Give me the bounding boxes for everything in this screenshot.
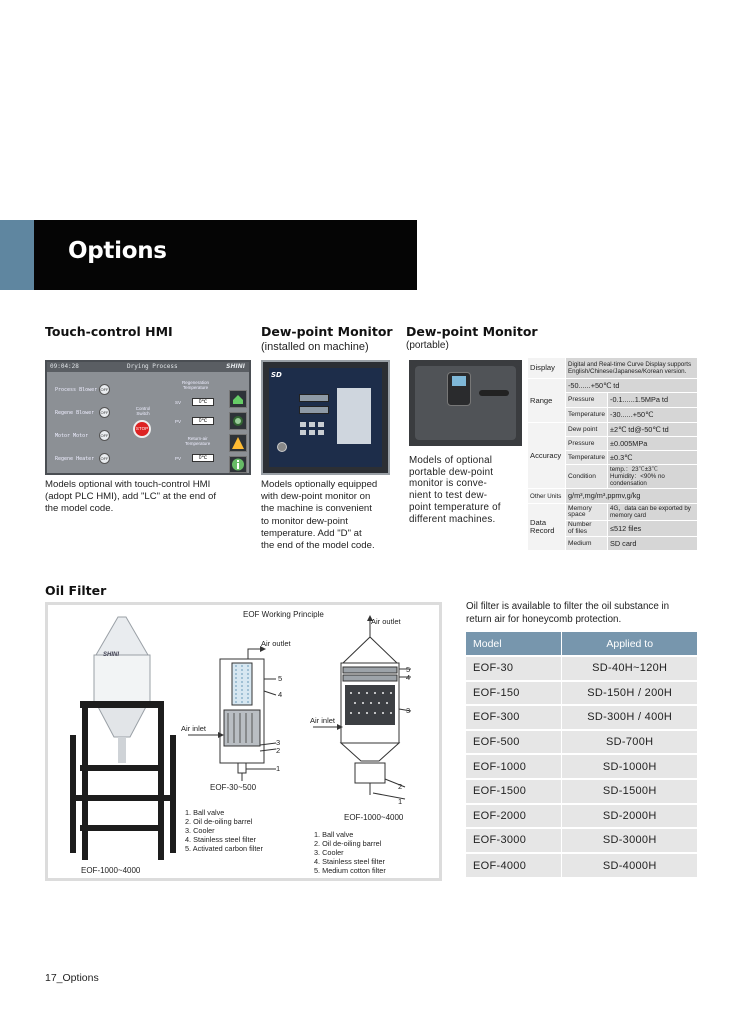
controller-label-sheet bbox=[337, 388, 371, 444]
dew-installed-subtitle: (installed on machine) bbox=[261, 341, 369, 353]
table-header: Applied to bbox=[562, 632, 697, 656]
spec-value: SD card bbox=[608, 537, 698, 551]
gear-icon bbox=[229, 412, 247, 430]
spec-value: ±2℃ td@-50℃ td bbox=[608, 423, 698, 437]
spec-value: temp.：23℃±3℃ Humidity：<90% no condensation bbox=[608, 465, 698, 489]
table-row bbox=[466, 681, 697, 706]
controller-display bbox=[299, 394, 329, 402]
unit-logo: SHINI bbox=[103, 652, 120, 658]
portable-monitor-image bbox=[409, 360, 522, 446]
model-cell: EOF-3000 bbox=[466, 828, 562, 853]
model-cell: EOF-30 bbox=[466, 656, 562, 681]
oil-filter-heading: Oil Filter bbox=[45, 583, 107, 598]
spec-sublabel: Temperature bbox=[566, 408, 608, 423]
hmi-pv-label: PV bbox=[175, 456, 182, 461]
dew-portable-description: Models of optional portable dew-point monitor is conve- nient to test dew- point temperature of different machines. bbox=[409, 455, 501, 525]
hmi-sv-label: SV bbox=[175, 400, 182, 405]
hmi-value-box: 0℃ bbox=[192, 454, 214, 462]
callout-number: 1 bbox=[398, 797, 403, 806]
spec-sublabel: Medium bbox=[566, 537, 608, 551]
model-cell: EOF-300 bbox=[466, 705, 562, 730]
callout-number: 3 bbox=[406, 706, 411, 715]
spec-value: ≤512 files bbox=[608, 521, 698, 537]
applied-cell: SD-3000H bbox=[562, 828, 697, 853]
spec-sublabel: Pressure bbox=[566, 393, 608, 408]
hmi-row-label: Regene Heater bbox=[55, 456, 95, 462]
callout-number: 4 bbox=[278, 690, 283, 699]
air-outlet-label: Air outlet bbox=[261, 639, 291, 648]
table-row bbox=[466, 656, 697, 681]
hmi-switch: OFF bbox=[99, 430, 110, 441]
spec-sublabel: Pressure bbox=[566, 437, 608, 451]
spec-category: Other Units bbox=[528, 489, 566, 504]
page-title: Options bbox=[68, 238, 167, 264]
table-row bbox=[466, 705, 697, 730]
dew-installed-heading: Dew-point Monitor bbox=[261, 324, 393, 339]
spec-value: -50......+50℃ td bbox=[566, 379, 698, 393]
applied-cell: SD-150H / 200H bbox=[562, 681, 697, 706]
spec-sublabel: Number of files bbox=[566, 521, 608, 537]
table-row bbox=[466, 730, 697, 755]
controller-key bbox=[309, 430, 315, 435]
model-cell: EOF-1000 bbox=[466, 754, 562, 779]
page-footer: 17_Options bbox=[45, 972, 99, 984]
hmi-return-label: Return-air Temperature bbox=[185, 436, 211, 446]
warning-icon bbox=[229, 434, 247, 452]
hmi-row-label: Motor Motor bbox=[55, 433, 89, 439]
hmi-value-box: 0℃ bbox=[192, 398, 214, 406]
spec-value: ±0.3℃ bbox=[608, 451, 698, 465]
title-band-accent bbox=[0, 220, 34, 290]
callout-number: 5 bbox=[278, 674, 283, 683]
left-diagram-caption: EOF-30~500 bbox=[210, 783, 257, 792]
hmi-screen-image bbox=[45, 360, 251, 475]
hmi-stop-label: STOP bbox=[135, 426, 149, 431]
hmi-regen-label: Regeneration Temperature bbox=[182, 380, 210, 390]
spec-value: 4G，data can be exported by memory card bbox=[608, 504, 698, 521]
dew-portable-heading: Dew-point Monitor bbox=[406, 324, 538, 339]
spec-category: Range bbox=[528, 379, 566, 423]
applied-cell: SD-1500H bbox=[562, 779, 697, 804]
spec-table bbox=[527, 357, 698, 551]
spec-value: ±0.005MPa bbox=[608, 437, 698, 451]
controller-key bbox=[300, 430, 306, 435]
model-cell: EOF-2000 bbox=[466, 804, 562, 829]
table-header: Model bbox=[466, 632, 562, 656]
applied-cell: SD-300H / 400H bbox=[562, 705, 697, 730]
air-outlet-label: Air outlet bbox=[371, 617, 401, 626]
table-row bbox=[466, 754, 697, 779]
applied-cell: SD-40H~120H bbox=[562, 656, 697, 681]
hmi-control-label: Control Switch bbox=[135, 406, 151, 416]
device-screen bbox=[452, 376, 466, 386]
model-cell: EOF-1500 bbox=[466, 779, 562, 804]
hmi-row-label: Process Blower bbox=[55, 387, 98, 393]
spec-category: Data Record bbox=[528, 504, 566, 551]
hmi-description: Models optional with touch-control HMI (adopt PLC HMI), add "LC" at the end of the model code. bbox=[45, 479, 217, 515]
model-cell: EOF-150 bbox=[466, 681, 562, 706]
hmi-heading: Touch-control HMI bbox=[45, 324, 173, 339]
hmi-switch: OFF bbox=[99, 407, 110, 418]
hmi-row-label: Regene Blower bbox=[55, 410, 95, 416]
controller-key bbox=[318, 430, 324, 435]
device-probe bbox=[479, 390, 509, 396]
oil-filter-diagram bbox=[45, 602, 442, 881]
hmi-time: 09:04:28 bbox=[50, 363, 79, 370]
hmi-logo: SHINI bbox=[226, 363, 245, 370]
controller-key bbox=[309, 422, 315, 427]
home-icon bbox=[229, 390, 247, 408]
controller-display bbox=[299, 406, 329, 414]
model-cell: EOF-500 bbox=[466, 730, 562, 755]
spec-value: g/m³,mg/m³,ppmv,g/kg bbox=[566, 489, 698, 504]
table-row bbox=[466, 853, 697, 878]
spec-sublabel: Memory space bbox=[566, 504, 608, 521]
applied-cell: SD-700H bbox=[562, 730, 697, 755]
applied-cell: SD-4000H bbox=[562, 853, 697, 878]
right-parts-list: 1. Ball valve 2. Oil de-oiling barrel 3. Cooler 4. Stainless steel filter 5. Medium cotton filter bbox=[314, 830, 386, 875]
spec-sublabel: Temperature bbox=[566, 451, 608, 465]
hmi-screen-heading: Drying Process bbox=[127, 363, 178, 370]
eof-30-500-diagram bbox=[178, 635, 298, 785]
table-row bbox=[466, 779, 697, 804]
hmi-pv-label: PV bbox=[175, 419, 182, 424]
oil-filter-table bbox=[466, 632, 697, 877]
air-inlet-label: Air inlet bbox=[181, 724, 207, 733]
photo-caption: EOF-1000~4000 bbox=[81, 866, 141, 875]
callout-number: 5 bbox=[406, 665, 411, 674]
applied-cell: SD-1000H bbox=[562, 754, 697, 779]
left-parts-list: 1. Ball valve 2. Oil de-oiling barrel 3. Cooler 4. Stainless steel filter 5. Activated carbon filter bbox=[185, 808, 263, 853]
hmi-value-box: 0℃ bbox=[192, 417, 214, 425]
right-diagram-caption: EOF-1000~4000 bbox=[344, 813, 404, 822]
hmi-switch: OFF bbox=[99, 384, 110, 395]
dew-installed-description: Models optionally equipped with dew-point monitor on the machine is convenient to monitor dew-point temperature. Add "D" at the end of the model code. bbox=[261, 479, 378, 552]
eof-1000-4000-diagram bbox=[303, 613, 423, 808]
table-row bbox=[466, 828, 697, 853]
spec-value: -0.1......1.5MPa td bbox=[608, 393, 698, 408]
spec-value: -30......+50℃ bbox=[608, 408, 698, 423]
principle-title: EOF Working Principle bbox=[243, 610, 324, 619]
model-cell: EOF-4000 bbox=[466, 853, 562, 878]
callout-number: 3 bbox=[276, 738, 281, 747]
applied-cell: SD-2000H bbox=[562, 804, 697, 829]
callout-number: 1 bbox=[276, 764, 281, 773]
spec-value: Digital and Real-time Curve Display supports English/Chinese/Japanese/Korean version. bbox=[566, 358, 698, 379]
dew-portable-subtitle: (portable) bbox=[406, 340, 449, 351]
callout-number: 4 bbox=[406, 673, 411, 682]
oil-filter-intro: Oil filter is available to filter the oil substance in return air for honeycomb protection. bbox=[466, 601, 670, 625]
controller-knob bbox=[277, 442, 287, 452]
spec-category: Accuracy bbox=[528, 423, 566, 489]
air-inlet-label: Air inlet bbox=[310, 716, 336, 725]
hmi-switch: OFF bbox=[99, 453, 110, 464]
callout-number: 2 bbox=[276, 746, 281, 755]
controller-logo: SD bbox=[271, 371, 282, 379]
dew-point-controller-image bbox=[261, 360, 390, 475]
info-icon bbox=[229, 456, 247, 473]
spec-category: Display bbox=[528, 358, 566, 379]
spec-sublabel: Dew point bbox=[566, 423, 608, 437]
table-row bbox=[466, 804, 697, 829]
controller-key bbox=[300, 422, 306, 427]
hmi-status-bar bbox=[47, 362, 249, 372]
eof-unit-photo bbox=[66, 615, 186, 863]
spec-sublabel: Condition bbox=[566, 465, 608, 489]
callout-number: 2 bbox=[398, 782, 403, 791]
controller-key bbox=[318, 422, 324, 427]
